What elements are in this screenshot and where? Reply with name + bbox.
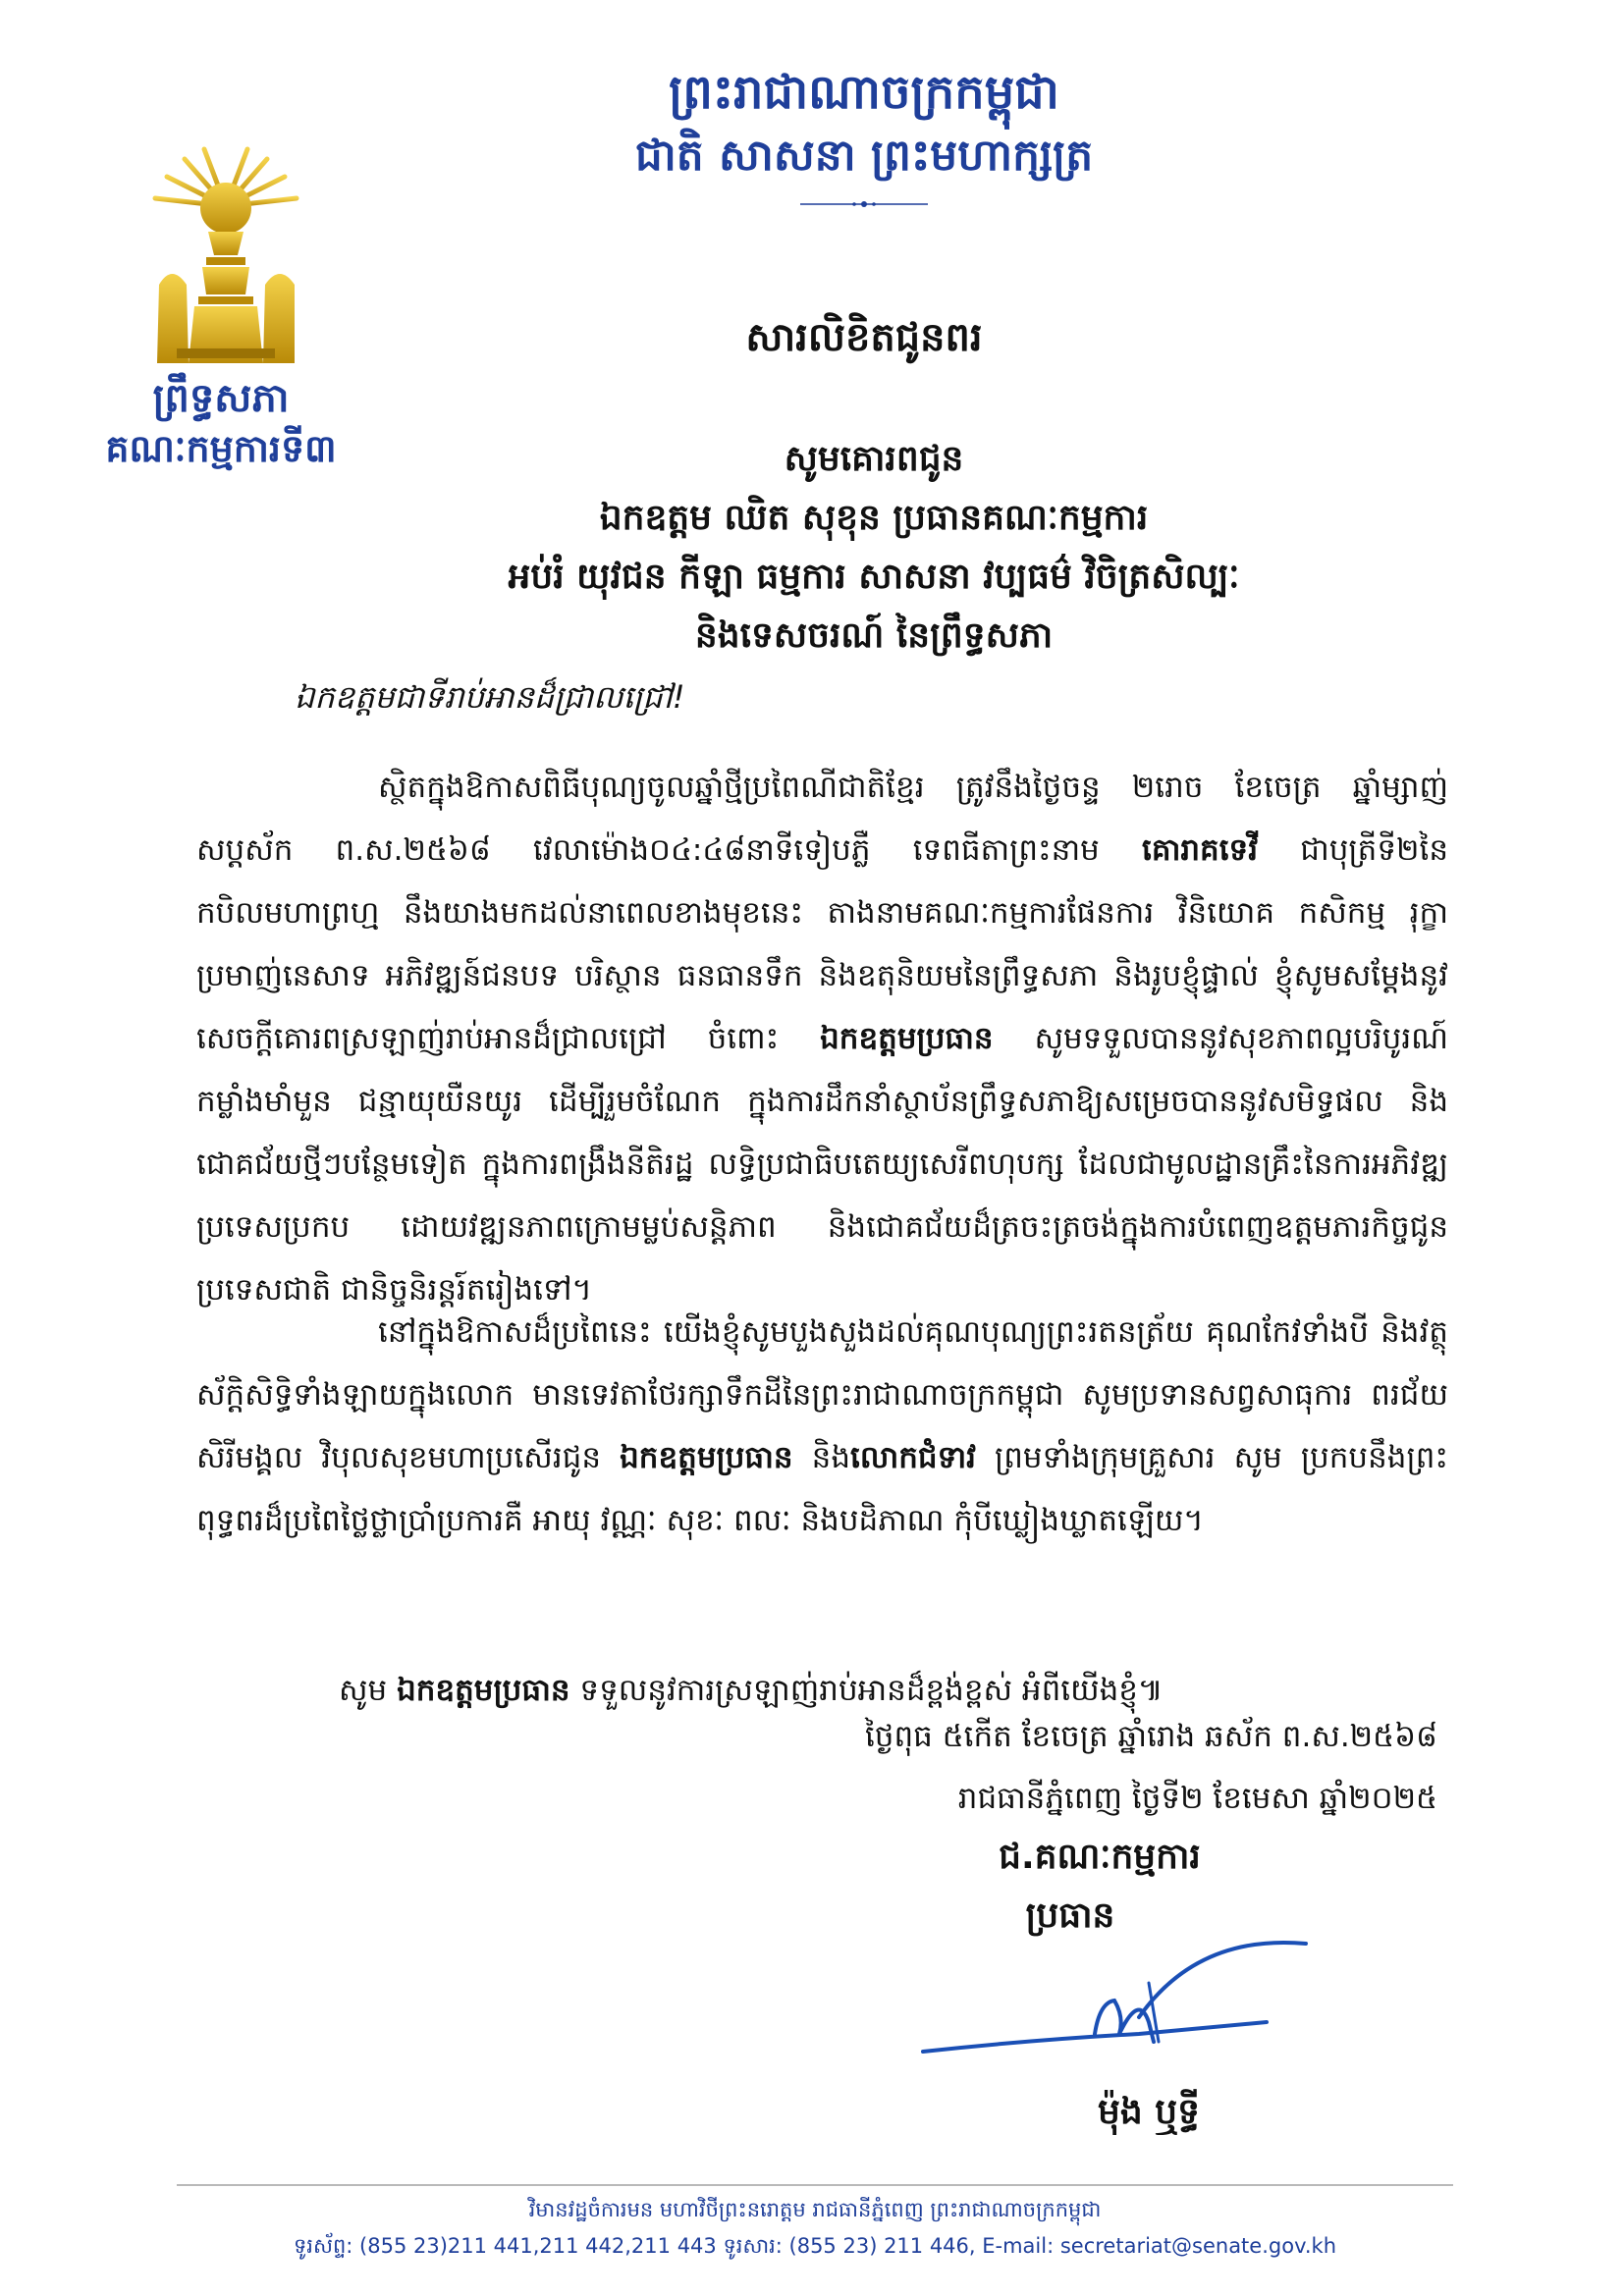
date-solar: រាជធានីភ្នំពេញ ថ្ងៃទី២ ខែមេសា ឆ្នាំ២០២៥ <box>957 1781 1437 1816</box>
paragraph-2: នៅក្នុងឱកាសដ៏ប្រពៃនេះ យើងខ្ញុំសូមបួងសួងដល់គុណបុណ្យព្រះរតនត្រ័យ គុណកែវទាំងបី និងវត្ថុ ស័ក្តិសិទ្ធិទាំងឡាយក្នុងលោក មានទេវតាថែរក្សាទឹកដីនៃព្រះរាជាណាចក្រកម្ពុជា សូមប្រទានសព្វសាធុការ ពរជ័យ សិរីមង្គល វិបុលសុខមហាប្រសើរជូន ឯកឧត្តមប្រធាន និងលោកជំទាវ ព្រមទាំងក្រុមគ្រួសារ សូម ប្រកបនឹងព្រះពុទ្ធពរដ៏ប្រពៃថ្លៃថ្លាប្រាំប្រការគឺ អាយុ វណ្ណៈ សុខៈ ពលៈ និងបដិភាណ កុំបីឃ្លៀងឃ្លាតឡើយ។ <box>196 1314 1448 1538</box>
commission-name: គណៈកម្មការទី៣ <box>105 427 337 470</box>
honorific-president: ឯកឧត្តមប្រធាន <box>620 1440 793 1475</box>
footer-contact: ទូរស័ព្ទ: (855 23)211 441,211 442,211 443 ទូរសារ: (855 23) 211 446, E-mail: secretariat@senate.gov.kh <box>293 2234 1337 2258</box>
recipient-line-1: សូមគោរពជូន <box>784 439 964 479</box>
salutation: ឯកឧត្តមជាទីរាប់អានដ៏ជ្រាលជ្រៅ! <box>295 678 685 716</box>
date-lunar: ថ្ងៃពុធ ៥កើត ខែចេត្រ ឆ្នាំរោង ឆស័ក ព.ស.២៥៦៨ <box>864 1719 1437 1754</box>
recipient-line-2: ឯកឧត្តម ឈិត សុខុន ប្រធានគណៈកម្មការ <box>599 498 1149 538</box>
senate-name: ព្រឹទ្ធសភា <box>152 376 290 421</box>
footer-divider <box>177 2184 1453 2186</box>
national-motto: ជាតិ សាសនា ព្រះមហាក្សត្រ <box>634 131 1094 181</box>
honorific-lady: លោកជំទាវ <box>850 1440 976 1475</box>
document-title: សារលិខិតជូនពរ <box>745 315 983 360</box>
senate-emblem-icon <box>137 137 314 363</box>
recipient-line-3: អប់រំ យុវជន កីឡា ធម្មការ សាសនា វប្បធម៌ វិចិត្រសិល្បៈ <box>508 557 1240 597</box>
recipient-line-4: និងទេសចរណ៍ នៃព្រឹទ្ធសភា <box>694 615 1054 656</box>
paragraph-3: សូម ឯកឧត្តមប្រធាន ទទួលនូវការស្រឡាញ់រាប់អានដ៏ខ្ពង់ខ្ពស់ អំពីយើងខ្ញុំ៕ <box>339 1673 1164 1708</box>
paragraph-1: ស្ថិតក្នុងឱកាសពិធីបុណ្យចូលឆ្នាំថ្មីប្រពៃណីជាតិខ្មែរ ត្រូវនឹងថ្ងៃចន្ទ ២រោច ខែចេត្រ ឆ្នាំម្សាញ់ សប្តស័ក ព.ស.២៥៦៨ វេលាម៉ោង០៤:៤៨នាទីទៀបភ្លឺ ទេពធីតាព្រះនាម គោរាគទេវី ជាបុត្រីទី២នៃកបិលមហាព្រហ្ម នឹងយាងមកដល់នាពេលខាងមុខនេះ តាងនាមគណៈកម្មការផែនការ វិនិយោគ កសិកម្ម រុក្ខាប្រមាញ់នេសាទ អភិវឌ្ឍន៍ជនបទ បរិស្ថាន ធនធានទឹក និងឧតុនិយមនៃព្រឹទ្ធសភា និងរូបខ្ញុំផ្ទាល់ ខ្ញុំសូមសម្តែងនូវសេចក្តីគោរពស្រឡាញ់រាប់អានដ៏ជ្រាលជ្រៅ ចំពោះ ឯកឧត្តមប្រធាន សូមទទួលបាននូវសុខភាពល្អបរិបូរណ៍ កម្លាំងមាំមួន ជន្មាយុយឺនយូរ ដើម្បីរួមចំណែក ក្នុងការដឹកនាំស្ថាប័នព្រឹទ្ធសភាឱ្យសម្រេចបាននូវសមិទ្ធផល និងជោគជ័យថ្មីៗបន្ថែមទៀត ក្នុងការពង្រឹងនីតិរដ្ឋ លទ្ធិប្រជាធិបតេយ្យសេរីពហុបក្ស ដែលជាមូលដ្ឋានគ្រឹះនៃការអភិវឌ្ឍប្រទេសប្រកប ដោយវឌ្ឍនភាពក្រោមម្លប់សន្តិភាព និងជោគជ័យដ៏ត្រចះត្រចង់ក្នុងការបំពេញឧត្តមភារកិច្ចជូនប្រទេសជាតិ ជានិច្ចនិរន្តរ៍តរៀងទៅ។ <box>196 770 1449 1308</box>
deity-name: គោរាគទេវី <box>1141 832 1259 868</box>
signature-role: ប្រធាន <box>1025 1896 1115 1936</box>
national-header <box>452 59 1276 214</box>
signature-title: ជ.គណៈកម្មការ <box>999 1837 1201 1877</box>
handwritten-signature-icon <box>913 1924 1326 2091</box>
signer-name: ម៉ុង ឬទ្ធី <box>1098 2092 1200 2132</box>
honorific-president: ឯកឧត្តមប្រធាន <box>820 1021 994 1056</box>
footer-address: វិមានវដ្ឋចំការមន មហាវិថីព្រះនរោត្តម រាជធានីភ្នំពេញ ព្រះរាជាណាចក្រកម្ពុជា <box>528 2198 1102 2221</box>
kingdom-name: ព្រះរាជាណាចក្រកម្ពុជា <box>669 65 1059 120</box>
header-ornament-icon <box>800 198 928 210</box>
honorific-president: ឯកឧត្តមប្រធាន <box>397 1673 570 1708</box>
recipient-block <box>295 430 1453 666</box>
